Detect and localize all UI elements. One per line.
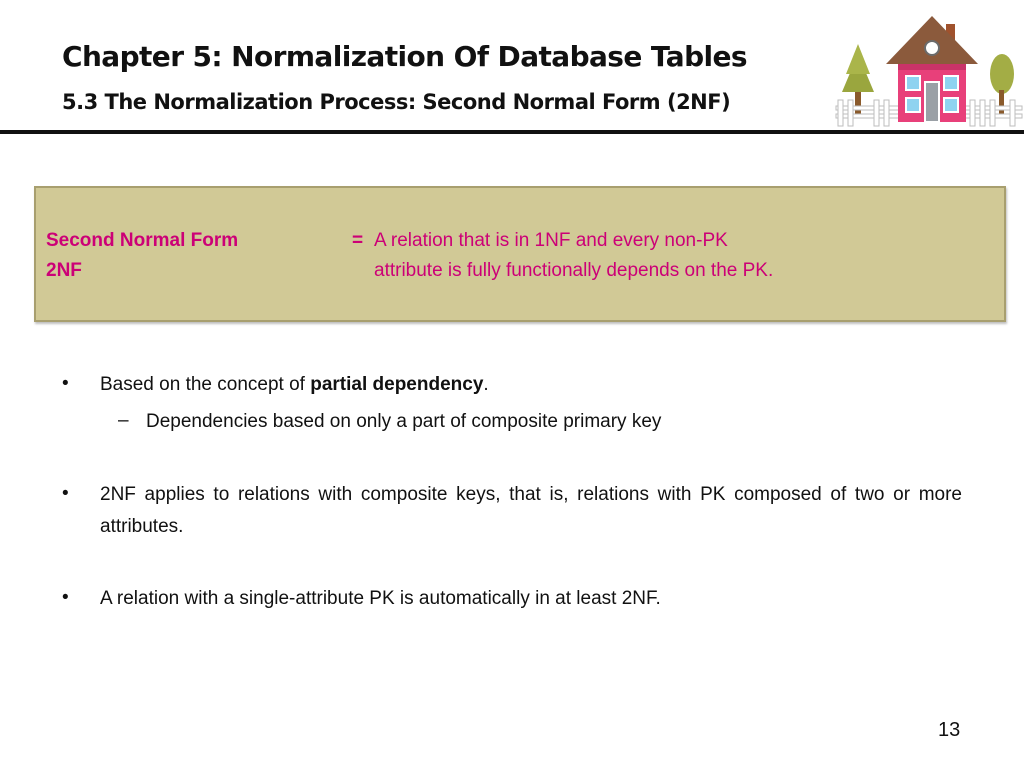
bullet-item: 2NF applies to relations with composite keys, that is, relations with PK composed of two or more attributes.: [100, 484, 962, 537]
definition-term: Second Normal Form: [46, 230, 239, 251]
bullet-text-end: .: [483, 374, 489, 395]
house-icon: [886, 16, 978, 122]
bullet-emphasis: partial dependency: [310, 374, 484, 395]
definition-equals-sign: =: [352, 230, 364, 251]
pine-tree-icon: [842, 44, 874, 114]
bullet-marker: •: [62, 483, 69, 504]
sub-bullet-item: Dependencies based on only a part of composite primary key: [146, 411, 662, 432]
bullet-marker: •: [62, 587, 69, 608]
house-with-trees-and-fence-icon: [834, 14, 1024, 130]
definition-text-line-2: attribute is fully functionally depends on the PK.: [374, 260, 774, 281]
bullet-marker: •: [62, 373, 69, 394]
slide-subtitle: 5.3 The Normalization Process: Second Normal Form (2NF): [62, 90, 731, 114]
bullet-item: A relation with a single-attribute PK is automatically in at least 2NF.: [100, 588, 661, 609]
bullet-item: [100, 369, 489, 401]
definition-text-line-1: A relation that is in 1NF and every non-PK: [374, 230, 728, 251]
bullet-text: Based on the concept of: [100, 374, 311, 395]
title-divider: [0, 130, 1024, 134]
definition-box: [34, 186, 1006, 322]
definition-abbreviation: 2NF: [46, 260, 82, 281]
slide-title: Chapter 5: Normalization Of Database Tables: [62, 40, 747, 73]
page-number: 13: [938, 719, 961, 741]
sub-bullet-marker: –: [118, 410, 129, 431]
